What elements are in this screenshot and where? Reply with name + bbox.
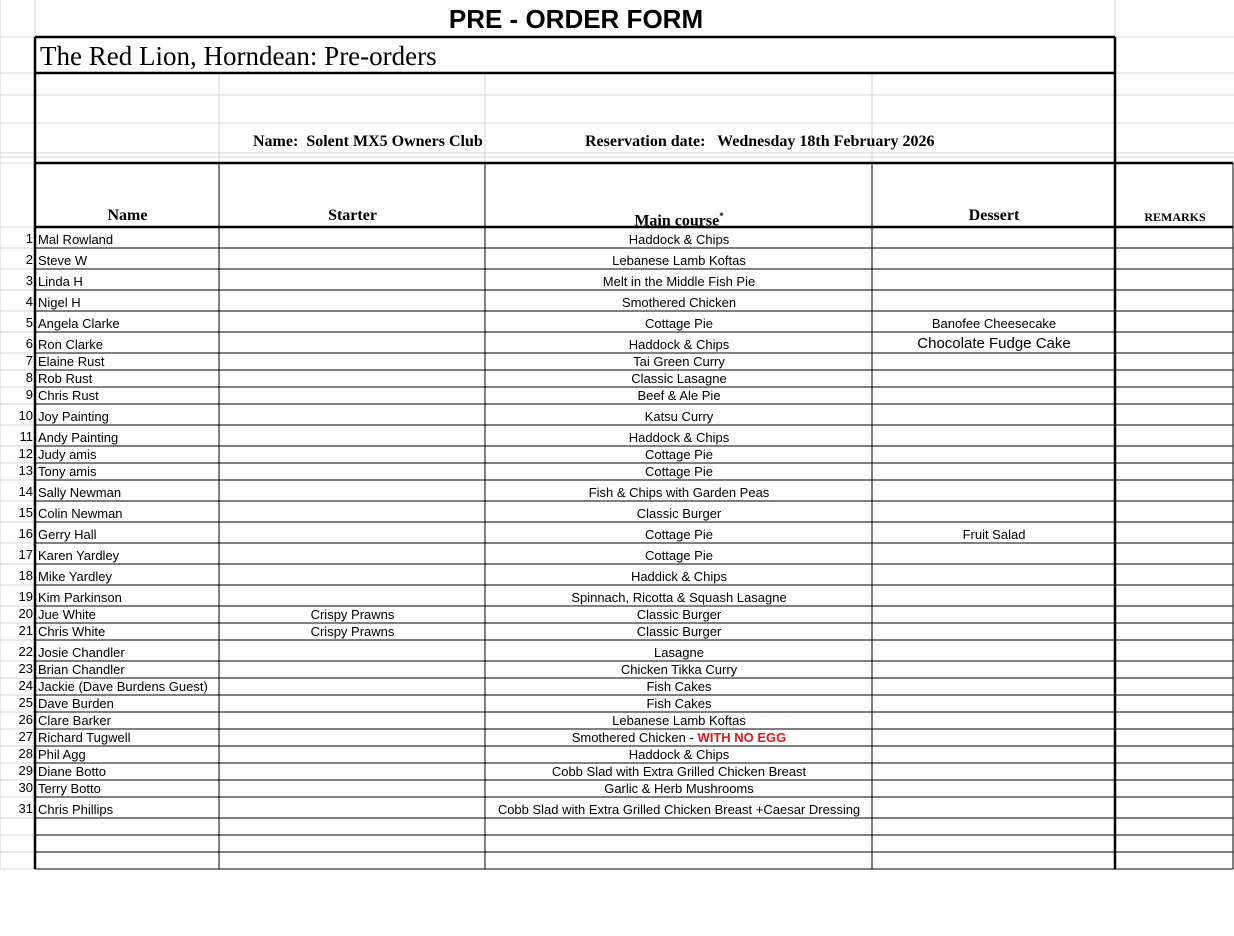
main-course-text: Chicken Tikka Curry — [620, 662, 738, 677]
cell-main-course — [486, 780, 872, 797]
cell-name: Karen Yardley — [38, 548, 120, 563]
cell-name: Nigel H — [38, 295, 81, 310]
cell-main-course — [486, 589, 872, 606]
cell-main-course — [486, 746, 872, 763]
cell-name: Phil Agg — [38, 747, 86, 762]
cell-name: Chris Rust — [38, 388, 99, 403]
cell-main-course — [486, 623, 872, 640]
cell-name: Chris White — [38, 624, 106, 639]
booking-name — [253, 132, 483, 152]
main-course-text: Melt in the Middle Fish Pie — [602, 274, 756, 289]
cell-main-course — [486, 294, 872, 311]
cell-name: Josie Chandler — [38, 645, 125, 660]
col-header-starter: Starter — [328, 207, 377, 224]
cell-name: Dave Burden — [38, 696, 114, 711]
row-number: 3 — [25, 273, 33, 288]
cell-name: Ron Clarke — [38, 337, 104, 352]
cell-name: Diane Botto — [38, 764, 106, 779]
cell-main-course — [486, 231, 872, 248]
row-number: 20 — [18, 606, 33, 621]
cell-name: Angela Clarke — [38, 316, 120, 331]
row-number: 2 — [25, 252, 33, 267]
main-course-text: Haddock & Chips — [628, 232, 730, 247]
main-course-text: Smothered Chicken - — [571, 730, 698, 745]
col-header-main — [486, 205, 872, 232]
cell-main-course — [486, 763, 872, 780]
main-course-text: Haddock & Chips — [628, 747, 730, 762]
cell-main-course — [486, 484, 872, 501]
main-course-text: Spinnach, Ricotta & Squash Lasagne — [571, 590, 787, 605]
cell-main-course — [486, 606, 872, 623]
row-number: 6 — [25, 336, 33, 351]
cell-main-course — [486, 252, 872, 269]
main-course-text: Cottage Pie — [645, 548, 713, 563]
col-header-main-marker: * — [719, 211, 724, 221]
col-header-dessert: Dessert — [968, 207, 1020, 224]
cell-main-course — [486, 408, 872, 425]
row-number: 27 — [18, 729, 33, 744]
main-course-text: Garlic & Herb Mushrooms — [604, 781, 754, 796]
name-label: Name: — [253, 133, 299, 150]
main-course-text: Beef & Ale Pie — [637, 388, 721, 403]
form-title: PRE - ORDER FORM — [448, 4, 704, 34]
cell-main-course — [486, 370, 872, 387]
cell-main-course — [486, 712, 872, 729]
main-course-text: Fish Cakes — [646, 679, 712, 694]
name-value: Solent MX5 Owners Club — [306, 133, 483, 150]
main-course-note: WITH NO EGG — [697, 730, 787, 745]
row-number: 30 — [18, 780, 33, 795]
main-course-text: Fish Cakes — [646, 696, 712, 711]
main-course-text: Classic Lasagne — [631, 371, 727, 386]
row-number: 29 — [18, 763, 33, 778]
main-course-text: Cottage Pie — [645, 316, 713, 331]
main-course-text: Classic Burger — [636, 624, 722, 639]
col-header-name: Name — [107, 207, 148, 224]
row-number: 23 — [18, 661, 33, 676]
cell-name: Chris Phillips — [38, 802, 114, 817]
cell-main-course — [486, 801, 872, 818]
row-number: 9 — [25, 387, 33, 402]
main-course-text: Lebanese Lamb Koftas — [612, 713, 746, 728]
row-number: 26 — [18, 712, 33, 727]
main-course-text: Cobb Slad with Extra Grilled Chicken Breast — [551, 764, 807, 779]
cell-name: Colin Newman — [38, 506, 123, 521]
row-number: 13 — [18, 463, 33, 478]
cell-main-course — [486, 695, 872, 712]
cell-name: Clare Barker — [38, 713, 111, 728]
main-course-text: Haddick & Chips — [630, 569, 728, 584]
cell-main-course — [486, 273, 872, 290]
row-number: 12 — [18, 446, 33, 461]
cell-main-course — [486, 729, 872, 746]
date-value: Wednesday 18th February 2026 — [717, 133, 935, 150]
cell-main-course — [486, 463, 872, 480]
cell-name: Rob Rust — [38, 371, 93, 386]
cell-main-course — [486, 526, 872, 543]
venue-title: The Red Lion, Horndean: Pre-orders — [40, 41, 437, 71]
row-number: 24 — [18, 678, 33, 693]
cell-name: Jackie (Dave Burdens Guest) — [38, 679, 208, 694]
cell-main-course — [486, 336, 872, 353]
cell-name: Judy amis — [38, 447, 97, 462]
row-number: 8 — [25, 370, 33, 385]
main-course-text: Cottage Pie — [645, 447, 713, 462]
row-number: 17 — [18, 547, 33, 562]
cell-name: Elaine Rust — [38, 354, 105, 369]
cell-main-course — [486, 387, 872, 404]
col-header-remarks: REMARKS — [1144, 210, 1206, 224]
cell-main-course — [486, 568, 872, 585]
cell-main-course — [486, 661, 872, 678]
row-number: 21 — [18, 623, 33, 638]
cell-name: Kim Parkinson — [38, 590, 122, 605]
cell-name: Sally Newman — [38, 485, 122, 500]
row-number: 22 — [18, 644, 33, 659]
main-course-text: Smothered Chicken — [621, 295, 737, 310]
row-number: 19 — [18, 589, 33, 604]
cell-starter: Crispy Prawns — [310, 624, 395, 639]
cell-main-course — [486, 353, 872, 370]
main-course-text: Lebanese Lamb Koftas — [612, 253, 746, 268]
cell-name: Jue White — [38, 607, 96, 622]
cell-name: Andy Painting — [38, 430, 119, 445]
cell-dessert: Chocolate Fudge Cake — [917, 335, 1071, 352]
cell-starter: Crispy Prawns — [310, 607, 395, 622]
cell-main-course — [486, 446, 872, 463]
row-number: 28 — [18, 746, 33, 761]
cell-name: Joy Painting — [38, 409, 109, 424]
cell-name: Richard Tugwell — [38, 730, 131, 745]
cell-name: Mike Yardley — [38, 569, 112, 584]
row-number: 4 — [25, 294, 33, 309]
cell-dessert: Banofee Cheesecake — [931, 316, 1057, 331]
main-course-text: Haddock & Chips — [628, 337, 730, 352]
cell-name: Gerry Hall — [38, 527, 97, 542]
cell-main-course — [486, 505, 872, 522]
row-number: 15 — [18, 505, 33, 520]
date-label: Reservation date: — [585, 133, 706, 150]
main-course-text: Cottage Pie — [645, 464, 713, 479]
cell-name: Mal Rowland — [38, 232, 114, 247]
cell-dessert: Fruit Salad — [962, 527, 1026, 542]
row-number: 25 — [18, 695, 33, 710]
main-course-text: Classic Burger — [636, 506, 722, 521]
row-number: 14 — [18, 484, 33, 499]
main-course-text: Classic Burger — [636, 607, 722, 622]
cell-main-course — [486, 315, 872, 332]
main-course-text: Tai Green Curry — [633, 354, 725, 369]
main-course-text: Cobb Slad with Extra Grilled Chicken Breast +Caesar Dressing — [497, 802, 861, 817]
cell-main-course — [486, 429, 872, 446]
row-number: 1 — [25, 231, 33, 246]
main-course-text: Lasagne — [654, 645, 704, 660]
row-number: 16 — [18, 526, 33, 541]
cell-name: Steve W — [38, 253, 88, 268]
col-header-main-label: Main course — [634, 212, 720, 230]
row-number: 18 — [18, 568, 33, 583]
row-number: 7 — [25, 353, 33, 368]
row-number: 10 — [18, 408, 33, 423]
cell-name: Linda H — [38, 274, 83, 289]
cell-main-course — [486, 547, 872, 564]
cell-name: Brian Chandler — [38, 662, 125, 677]
cell-main-course — [486, 644, 872, 661]
main-course-text: Haddock & Chips — [628, 430, 730, 445]
main-course-text: Fish & Chips with Garden Peas — [588, 485, 770, 500]
cell-main-course — [486, 678, 872, 695]
row-number: 5 — [25, 315, 33, 330]
main-course-text: Katsu Curry — [644, 409, 714, 424]
reservation-date — [585, 132, 934, 152]
cell-name: Terry Botto — [38, 781, 101, 796]
row-number: 11 — [19, 429, 33, 444]
cell-name: Tony amis — [38, 464, 97, 479]
row-number: 31 — [18, 801, 33, 816]
main-course-text: Cottage Pie — [645, 527, 713, 542]
